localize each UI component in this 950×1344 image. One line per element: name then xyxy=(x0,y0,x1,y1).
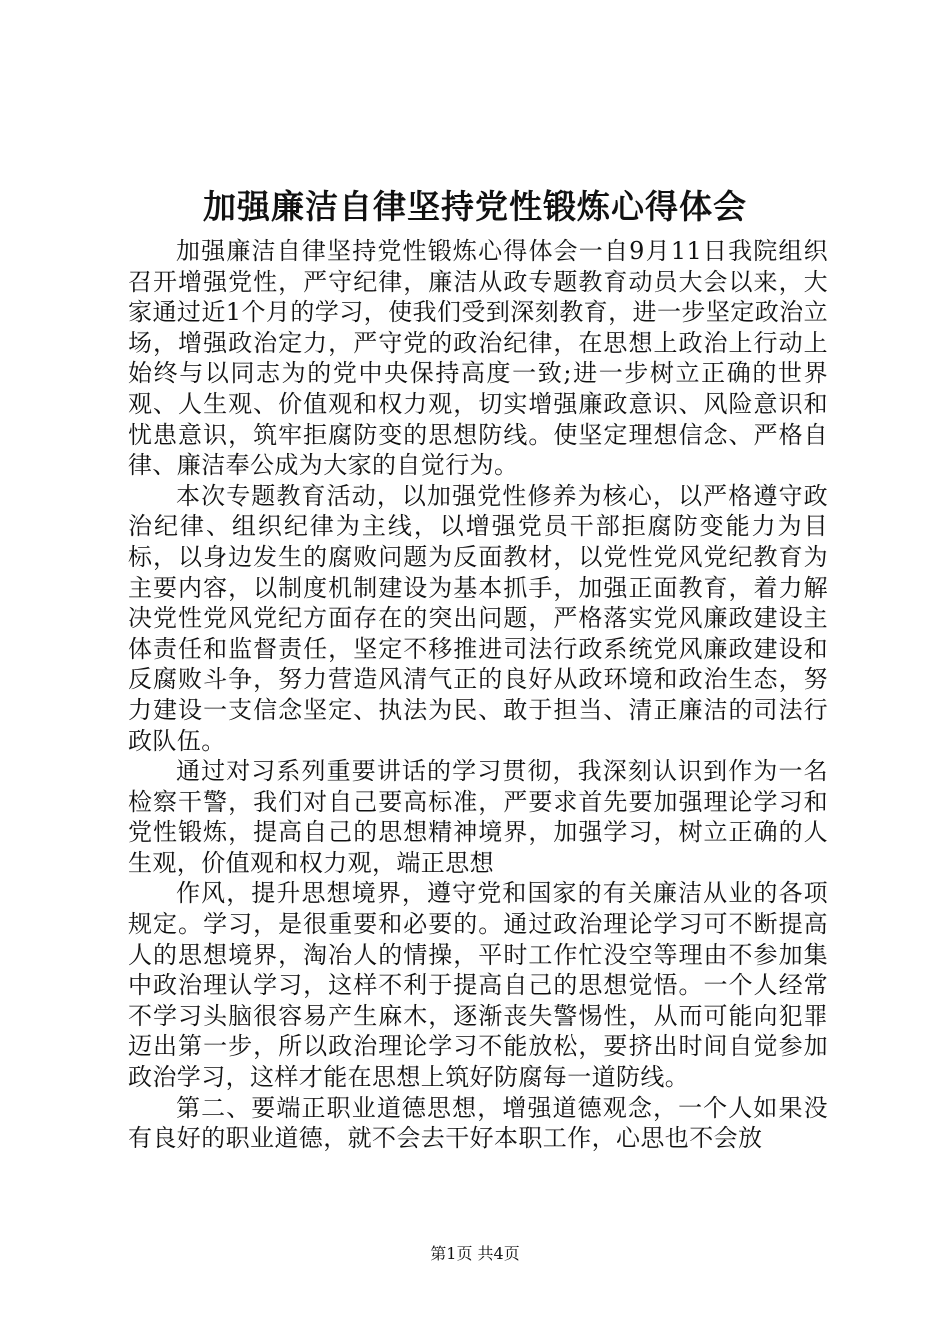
document-title: 加强廉洁自律坚持党性锻炼心得体会 xyxy=(203,187,747,226)
paragraph-4: 作风，提升思想境界，遵守党和国家的有关廉洁从业的各项规定。学习，是很重要和必要的。通过政治理论学习可不断提高人的思想境界，淘冶人的情操，平时工作忙没空等理由不参加集中政治理认学习，这样不利于提高自己的思想觉悟。一个人经常不学习头脑很容易产生麻木，逐渐丧失警惕性，从而可能向犯罪迈出第一步，所以政治理论学习不能放松，要挤出时间自觉参加政治学习，这样才能在思想上筑好防腐每一道防线。 xyxy=(128,879,828,1092)
page-number-footer: 第1页 共4页 xyxy=(430,1244,520,1263)
document-body xyxy=(128,236,828,1154)
paragraph-5: 第二、要端正职业道德思想，增强道德观念，一个人如果没有良好的职业道德，就不会去干好本职工作，心思也不会放 xyxy=(128,1093,828,1153)
paragraph-2: 本次专题教育活动，以加强党性修养为核心，以严格遵守政治纪律、组织纪律为主线，以增强党员干部拒腐防变能力为目标，以身边发生的腐败问题为反面教材，以党性党风党纪教育为主要内容，以制度机制建设为基本抓手，加强正面教育，着力解决党性党风党纪方面存在的突出问题，严格落实党风廉政建设主体责任和监督责任，坚定不移推进司法行政系统党风廉政建设和反腐败斗争，努力营造风清气正的良好从政环境和政治生态，努力建设一支信念坚定、执法为民、敢于担当、清正廉洁的司法行政队伍。 xyxy=(128,481,828,755)
paragraph-3: 通过对习系列重要讲话的学习贯彻，我深刻认识到作为一名检察干警，我们对自己要高标准，严要求首先要加强理论学习和党性锻炼，提高自己的思想精神境界，加强学习，树立正确的人生观，价值观和权力观，端正思想 xyxy=(128,757,828,877)
paragraph-1: 加强廉洁自律坚持党性锻炼心得体会一自9月11日我院组织召开增强党性，严守纪律，廉洁从政专题教育动员大会以来，大家通过近1个月的学习，使我们受到深刻教育，进一步坚定政治立场，增强政治定力，严守党的政治纪律，在思想上政治上行动上始终与以同志为的党中央保持高度一致;进一步树立正确的世界观、人生观、价值观和权力观，切实增强廉政意识、风险意识和忧患意识，筑牢拒腐防变的思想防线。使坚定理想信念、严格自律、廉洁奉公成为大家的自觉行为。 xyxy=(128,237,828,480)
